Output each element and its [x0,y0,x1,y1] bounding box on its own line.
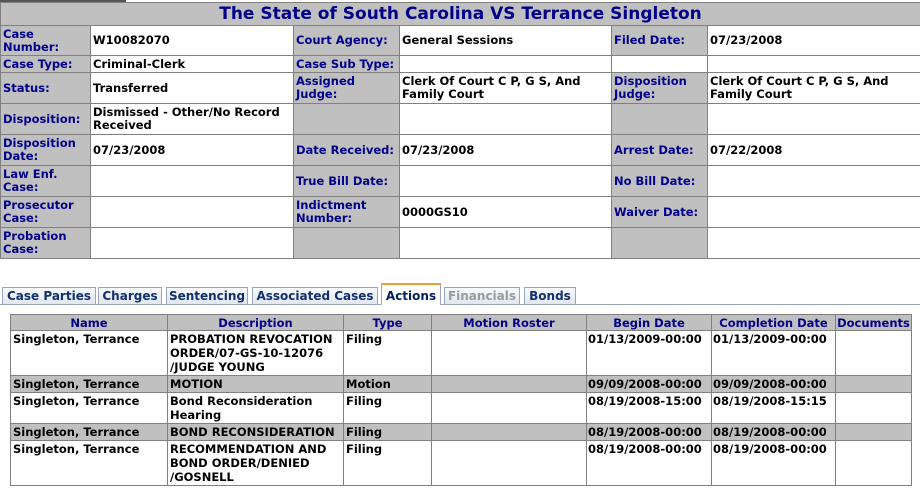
cell-completion: 08/19/2008-00:00 [712,424,836,441]
cell-type: Filing [344,393,432,424]
cell-description: MOTION [168,376,344,393]
column-header-name[interactable]: Name [11,315,168,331]
case-title: The State of South Carolina VS Terrance Singleton [1,3,920,26]
tab-associated-cases[interactable]: Associated Cases [252,287,378,304]
tab-case-parties[interactable]: Case Parties [2,287,96,304]
cell-completion: 01/13/2009-00:00 [712,331,836,376]
court-agency-label: Court Agency: [294,26,400,56]
cell-motion-roster [432,331,587,376]
cell-motion-roster [432,441,587,486]
column-header-motion-roster[interactable]: Motion Roster [432,315,587,331]
cell-begin: 09/09/2008-00:00 [587,376,712,393]
cell-name: Singleton, Terrance [11,424,168,441]
case-number-label: Case Number: [1,26,91,56]
date-received-value: 07/23/2008 [400,135,612,166]
cell-description: RECOMMENDATION AND BOND ORDER/DENIED /GOSNELL [168,441,344,486]
probation-case-label: Probation Case: [1,228,91,259]
cell-documents [836,331,912,376]
cell-begin: 08/19/2008-15:00 [587,393,712,424]
cell-type: Filing [344,424,432,441]
actions-table [10,314,912,486]
tab-actions[interactable]: Actions [381,283,441,305]
status-label: Status: [1,73,91,104]
tab-sentencing[interactable]: Sentencing [166,287,248,304]
empty-7-2-value [708,228,920,259]
case-number-value: W10082070 [91,26,294,56]
cell-begin: 08/19/2008-00:00 [587,441,712,486]
disposition-judge-value: Clerk Of Court C P, G S, And Family Court [708,73,920,104]
cell-documents [836,393,912,424]
empty-7-2-label [612,228,708,259]
table-row[interactable] [11,393,912,424]
prosecutor-case-value [91,197,294,228]
empty-1-2-value [708,56,920,73]
filed-date-label: Filed Date: [612,26,708,56]
table-row[interactable] [11,441,912,486]
assigned-judge-label: Assigned Judge: [294,73,400,104]
filed-date-value: 07/23/2008 [708,26,920,56]
tab-financials: Financials [444,287,520,304]
cell-name: Singleton, Terrance [11,376,168,393]
case-sub-type-label: Case Sub Type: [294,56,400,73]
arrest-date-value: 07/22/2008 [708,135,920,166]
true-bill-date-value [400,166,612,197]
empty-3-1-label [294,104,400,135]
disposition-date-label: Disposition Date: [1,135,91,166]
date-received-label: Date Received: [294,135,400,166]
cell-name: Singleton, Terrance [11,441,168,486]
cell-name: Singleton, Terrance [11,393,168,424]
cell-name: Singleton, Terrance [11,331,168,376]
case-summary-table [0,2,920,259]
law-enf-case-value [91,166,294,197]
true-bill-date-label: True Bill Date: [294,166,400,197]
court-agency-value: General Sessions [400,26,612,56]
empty-3-2-value [708,104,920,135]
tab-bonds[interactable]: Bonds [524,287,576,304]
cell-documents [836,376,912,393]
table-row[interactable] [11,424,912,441]
no-bill-date-value [708,166,920,197]
case-type-label: Case Type: [1,56,91,73]
case-type-value: Criminal-Clerk [91,56,294,73]
assigned-judge-value: Clerk Of Court C P, G S, And Family Court [400,73,612,104]
empty-1-2-label [612,56,708,73]
arrest-date-label: Arrest Date: [612,135,708,166]
law-enf-case-label: Law Enf. Case: [1,166,91,197]
prosecutor-case-label: Prosecutor Case: [1,197,91,228]
tab-charges[interactable]: Charges [98,287,162,304]
indictment-number-label: Indictment Number: [294,197,400,228]
cell-motion-roster [432,393,587,424]
column-header-documents[interactable]: Documents [837,315,910,330]
cell-completion: 08/19/2008-15:15 [712,393,836,424]
empty-3-1-value [400,104,612,135]
table-row[interactable] [11,331,912,376]
cell-type: Motion [344,376,432,393]
cell-type: Filing [344,441,432,486]
column-header-type[interactable]: Type [344,315,432,331]
cell-type: Filing [344,331,432,376]
empty-3-2-label [612,104,708,135]
waiver-date-label: Waiver Date: [612,197,708,228]
column-header-completion-date[interactable]: Completion Date [712,315,836,331]
disposition-value: Dismissed - Other/No Record Received [91,104,294,135]
case-tabs [0,283,920,305]
disposition-label: Disposition: [1,104,91,135]
waiver-date-value [708,197,920,228]
column-header-begin-date[interactable]: Begin Date [587,315,712,331]
empty-7-1-value [400,228,612,259]
cell-description: PROBATION REVOCATION ORDER/07-GS-10-12076 /JUDGE YOUNG [168,331,344,376]
cell-motion-roster [432,424,587,441]
cell-begin: 01/13/2009-00:00 [587,331,712,376]
cell-begin: 08/19/2008-00:00 [587,424,712,441]
empty-7-1-label [294,228,400,259]
case-sub-type-value [400,56,612,73]
cell-documents [836,424,912,441]
indictment-number-value: 0000GS10 [400,197,612,228]
cell-completion: 08/19/2008-00:00 [712,441,836,486]
cell-description: BOND RECONSIDERATION [168,424,344,441]
disposition-judge-label: Disposition Judge: [612,73,708,104]
disposition-date-value: 07/23/2008 [91,135,294,166]
cell-documents [836,441,912,486]
status-value: Transferred [91,73,294,104]
probation-case-value [91,228,294,259]
cell-motion-roster [432,376,587,393]
cell-description: Bond Reconsideration Hearing [168,393,344,424]
cell-completion: 09/09/2008-00:00 [712,376,836,393]
table-row[interactable] [11,376,912,393]
column-header-description[interactable]: Description [168,315,344,331]
no-bill-date-label: No Bill Date: [612,166,708,197]
